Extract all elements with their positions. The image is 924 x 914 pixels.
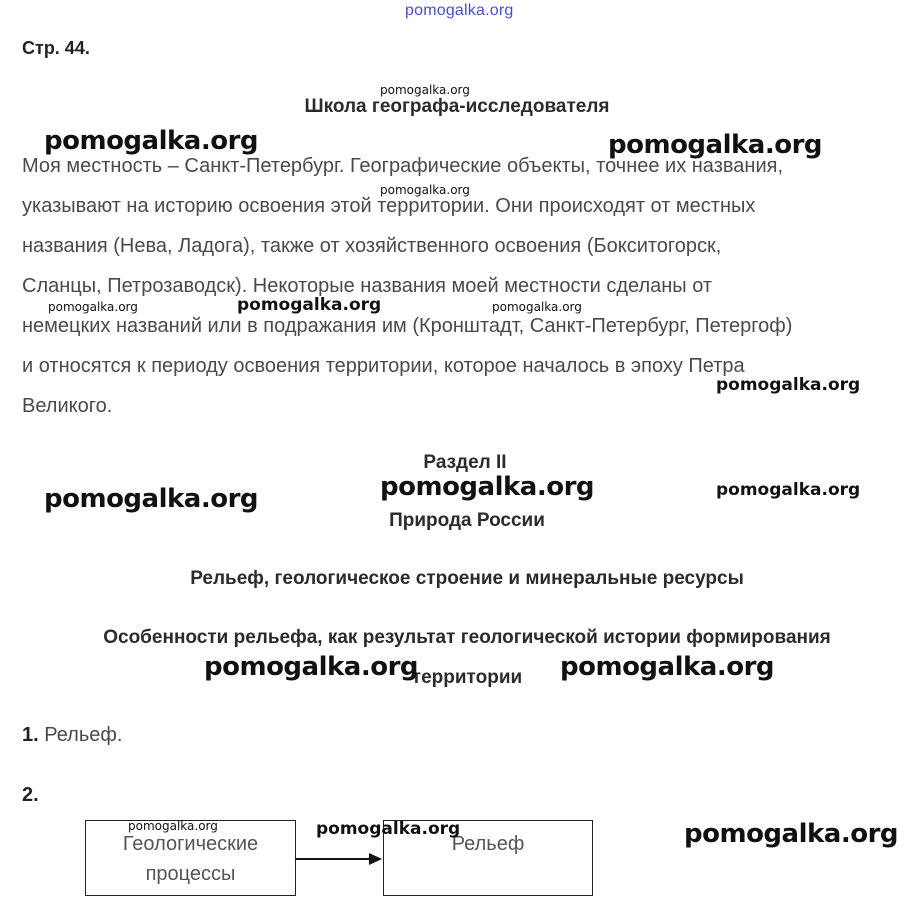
arrow-head-icon	[369, 853, 382, 865]
chapter-title: Рельеф, геологическое строение и минеральные ресурсы	[190, 568, 744, 589]
watermark: pomogalka.org	[237, 295, 382, 315]
watermark: pomogalka.org	[128, 819, 218, 833]
item-number: 1.	[22, 724, 39, 746]
item-number: 2.	[22, 784, 39, 806]
watermark: pomogalka.org	[316, 819, 461, 839]
watermark: pomogalka.org	[48, 300, 138, 314]
watermark: pomogalka.org	[380, 183, 470, 197]
watermark: pomogalka.org	[44, 484, 259, 514]
watermark: pomogalka.org	[380, 83, 470, 97]
paragraph-line: Великого.	[22, 395, 113, 417]
part-label: Раздел II	[423, 452, 507, 473]
paragraph-line: Моя местность – Санкт-Петербург. Географические объекты, точнее их названия,	[22, 155, 784, 177]
topic-title-line2: территории	[411, 667, 523, 688]
site-header-link[interactable]: pomogalka.org	[405, 2, 514, 19]
paragraph-line: указывают на историю освоения этой территории. Они происходят от местных	[22, 195, 756, 217]
topic-title-line1: Особенности рельефа, как результат геологической истории формирования	[103, 627, 831, 648]
watermark: pomogalka.org	[560, 652, 775, 682]
watermark: pomogalka.org	[380, 472, 595, 502]
watermark: pomogalka.org	[44, 126, 259, 156]
box-label: Рельеф	[451, 833, 525, 855]
watermark: pomogalka.org	[716, 375, 861, 395]
watermark: pomogalka.org	[716, 480, 861, 500]
paragraph-line: и относятся к периоду освоения территории, которое началось в эпоху Петра	[22, 355, 745, 377]
list-item	[22, 784, 39, 807]
part-title: Природа России	[389, 510, 545, 531]
paragraph-line: названия (Нева, Ладога), также от хозяйственного освоения (Бокситогорск,	[22, 235, 722, 257]
section-title: Школа географа-исследователя	[304, 96, 610, 117]
list-item	[22, 724, 122, 747]
box-label-line1: Геологические	[122, 833, 259, 855]
paragraph-line: Сланцы, Петрозаводск). Некоторые названия моей местности сделаны от	[22, 275, 713, 297]
watermark: pomogalka.org	[204, 652, 419, 682]
paragraph-line: немецких названий или в подражания им (Кронштадт, Санкт-Петербург, Петергоф)	[22, 315, 793, 337]
box-label-line2: процессы	[145, 863, 236, 885]
page-number: Стр. 44.	[22, 38, 90, 58]
watermark: pomogalka.org	[608, 130, 823, 160]
item-text: Рельеф.	[44, 724, 123, 746]
watermark: pomogalka.org	[492, 300, 582, 314]
watermark: pomogalka.org	[684, 819, 899, 849]
arrow-line	[295, 858, 375, 860]
